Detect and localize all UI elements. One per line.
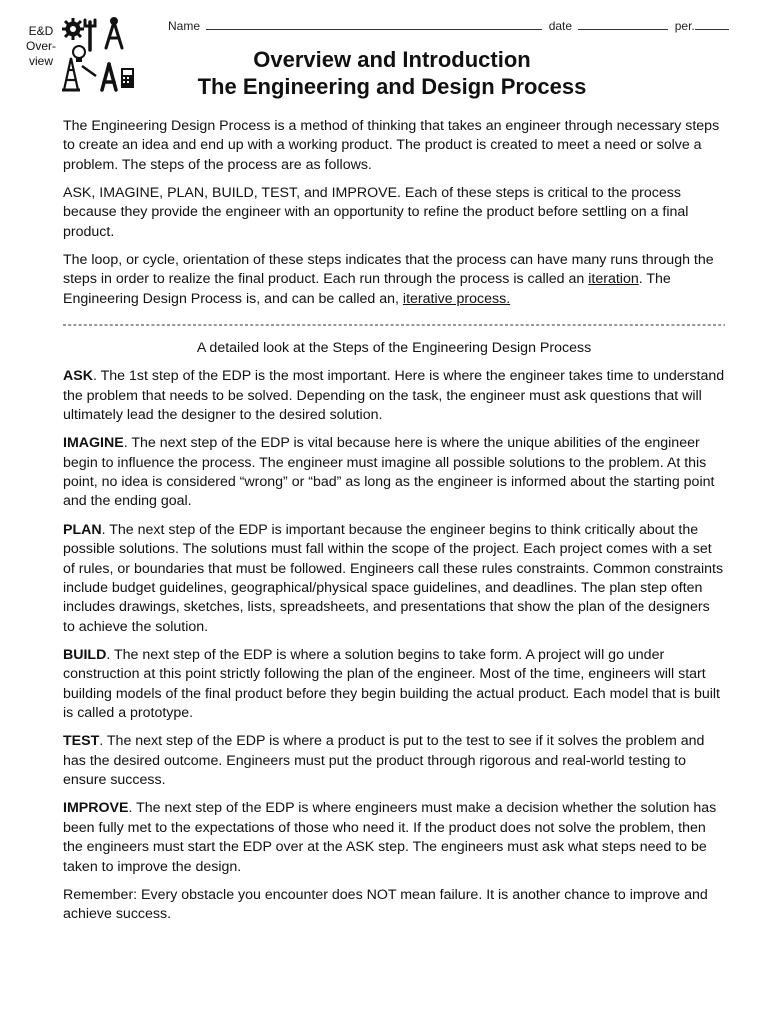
calculator-icon [121, 68, 134, 88]
step-text: . The next step of the EDP is vital because here is where the unique abilities of the engineer begin to influence the process. The engineer must imagine all possible solutions to the problem. At this point, no idea is considered “wrong” or “bad” as long as the engineer is informed about the starting point and the ending goal. [63, 435, 715, 510]
iterative-process-term: iterative process. [402, 290, 511, 307]
step-build [63, 646, 725, 724]
title-line2: The Engineering and Design Process [197, 74, 587, 99]
step-name: BUILD [63, 646, 107, 663]
step-test [63, 732, 725, 790]
corner-tag-line2: Over- [26, 39, 56, 53]
gear-icon [62, 18, 84, 40]
corner-tag [24, 24, 58, 69]
date-field[interactable] [578, 18, 668, 30]
step-text: . The next step of the EDP is where a solution begins to take form. A project will go under construction at this point strictly following the plan of the engineer. Most of the time, engineers will start building models of the final product before they begin building the actual product. Each model that is built is called a prototype. [63, 646, 720, 722]
intro-p3-text-a: The loop, or cycle, orientation of these steps indicates that the process can have many runs through the steps in order to realize the final product. Each run through the process is called an [63, 252, 714, 288]
step-text: . The next step of the EDP is where a product is put to the test to see if it solves the problem and has the desired outcome. Engineers must put the product through rigorous and real-world testing to ensure success. [63, 733, 705, 789]
step-name: IMAGINE [63, 435, 124, 452]
step-improve [63, 799, 725, 877]
corner-tag-line3: view [28, 54, 53, 68]
engineering-tools-logo [60, 16, 136, 94]
step-ask [63, 367, 725, 425]
intro-paragraph-1: The Engineering Design Process is a method of thinking that takes an engineer through necessary steps to create an idea and end up with a working product. The product is created to meet a need or solve a problem. The steps of the process are as follows. [63, 118, 720, 173]
closing-remark: Remember: Every obstacle you encounter does NOT mean failure. It is another chance to improve and achieve success. [63, 886, 708, 923]
step-plan [63, 521, 725, 637]
lightbulb-icon [73, 46, 85, 62]
period-field[interactable] [695, 18, 729, 30]
iteration-term: iteration [588, 271, 639, 288]
derrick-icon [62, 58, 80, 90]
name-field[interactable] [206, 18, 542, 30]
intro-p3-text-b: . The Engineering Design Process is, and can be called an, [63, 271, 671, 307]
compass-icon [106, 19, 122, 49]
step-text: . The next step of the EDP is important because the engineer begins to think critically about the possible solutions. The solutions must fall within the scope of the project. Each project comes with a set of rules, or boundaries that must be followed. Engineers call these rules constraints. Common constraints include budget guidelines, geographical/physical space guidelines, and deadlines. The plan step often includes drawings, sketches, lists, spreadsheets, and presentations that show the plan of the designers to achieve the solution. [63, 521, 724, 635]
dashed-rule [63, 324, 725, 326]
student-info-line [168, 18, 732, 33]
crane-icon [102, 64, 116, 90]
step-name: IMPROVE [63, 800, 129, 817]
document-body [63, 117, 725, 933]
page-title [150, 46, 634, 100]
intro-paragraph-3 [63, 251, 725, 309]
intro-paragraph-2: ASK, IMAGINE, PLAN, BUILD, TEST, and IMPROVE. Each of these steps is critical to the process because they provide the engineer with an opportunity to refine the product before settling on a final product. [63, 185, 689, 240]
step-name: ASK [63, 368, 93, 385]
period-label: per. [674, 19, 695, 33]
step-text: . The next step of the EDP is where engineers must make a decision whether the solution has been fully met to the expectations of those who need it. If the product does not solve the problem, then the engineers must start the EDP over at the ASK step. The engineers must ask what steps need to be taken to improve the design. [63, 800, 717, 875]
step-name: TEST [63, 733, 100, 750]
date-label: date [548, 19, 573, 33]
wrench-icon [85, 20, 95, 50]
corner-tag-line1: E&D [28, 24, 54, 38]
step-text: . The 1st step of the EDP is the most important. Here is where the engineer takes time to understand the problem that needs to be solved. Depending on the task, the engineer must ask questions that will ultimately lead the designer to the desired solution. [63, 368, 725, 424]
name-label: Name [168, 19, 201, 33]
section-title: A detailed look at the Steps of the Engineering Design Process [196, 340, 592, 357]
ruler-icon [82, 66, 96, 76]
step-imagine [63, 434, 725, 512]
step-name: PLAN [63, 521, 102, 538]
section-divider [63, 318, 725, 332]
title-line1: Overview and Introduction [253, 47, 531, 72]
